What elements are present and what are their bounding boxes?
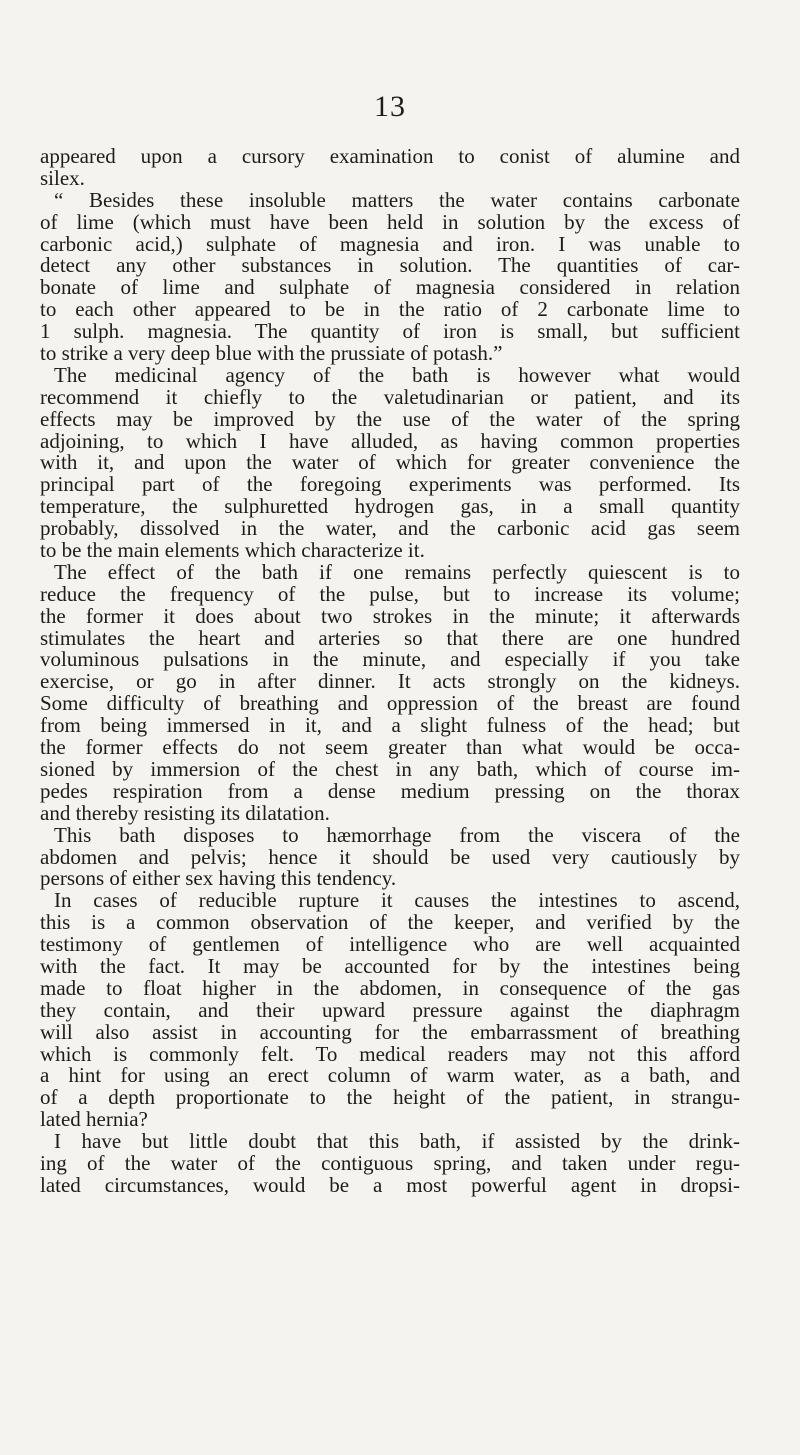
text-line: stimulates the heart and arteries so that there are one hundred — [40, 625, 740, 650]
text-line: to strike a very deep blue with the prussiate of potash.” — [40, 341, 503, 366]
text-line: the former it does about two strokes in the minute; it afterwards — [40, 603, 740, 628]
text-line: I have but little doubt that this bath, if assisted by the drink- — [54, 1129, 740, 1154]
text-line: “ Besides these insoluble matters the water contains carbonate — [54, 187, 740, 212]
text-line: ing of the water of the contiguous spring, and taken under regu- — [40, 1150, 740, 1175]
page-number: 13 — [374, 90, 406, 123]
text-line: effects may be improved by the use of the water of the spring — [40, 406, 740, 431]
text-line: the former effects do not seem greater than what would be occa- — [40, 735, 740, 760]
text-line: This bath disposes to hæmorrhage from the viscera of the — [54, 822, 740, 847]
text-line: will also assist in accounting for the embarrassment of breathing — [40, 1019, 740, 1044]
text-line: from being immersed in it, and a slight fulness of the head; but — [40, 713, 740, 738]
text-line: 1 sulph. magnesia. The quantity of iron is small, but sufficient — [40, 319, 740, 344]
text-line: In cases of reducible rupture it causes the intestines to ascend, — [54, 888, 740, 913]
text-line: and thereby resisting its dilatation. — [40, 800, 330, 825]
text-line: made to float higher in the abdomen, in consequence of the gas — [40, 975, 740, 1000]
text-line: silex. — [40, 165, 85, 190]
text-line: bonate of lime and sulphate of magnesia considered in relation — [40, 275, 740, 300]
text-line: adjoining, to which I have alluded, as having common properties — [40, 428, 740, 453]
text-line: to be the main elements which characterize it. — [40, 538, 425, 563]
text-line: carbonic acid,) sulphate of magnesia and iron. I was unable to — [40, 231, 740, 256]
text-line: exercise, or go in after dinner. It acts strongly on the kidneys. — [40, 669, 740, 694]
body-text — [40, 146, 740, 1197]
text-line: pedes respiration from a dense medium pressing on the thorax — [40, 778, 740, 803]
text-line: reduce the frequency of the pulse, but to increase its volume; — [40, 581, 740, 606]
text-line: recommend it chiefly to the valetudinarian or patient, and its — [40, 384, 740, 409]
text-line: which is commonly felt. To medical readers may not this afford — [40, 1041, 740, 1066]
text-line: detect any other substances in solution. The quantities of car- — [40, 253, 740, 278]
text-line: to each other appeared to be in the ratio of 2 carbonate lime to — [40, 297, 740, 322]
text-line: abdomen and pelvis; hence it should be used very cautiously by — [40, 844, 740, 869]
text-line: of a depth proportionate to the height of the patient, in strangu- — [40, 1085, 740, 1110]
text-line: testimony of gentlemen of intelligence who are well acquainted — [40, 932, 740, 957]
text-line: The effect of the bath if one remains perfectly quiescent is to — [54, 559, 740, 584]
text-line: persons of either sex having this tendency. — [40, 866, 397, 891]
text-line: with the fact. It may be accounted for by the intestines being — [40, 953, 740, 978]
text-line: temperature, the sulphuretted hydrogen gas, in a small quantity — [40, 494, 740, 519]
text-line: they contain, and their upward pressure against the diaphragm — [40, 997, 740, 1022]
text-line: lated circumstances, would be a most powerful agent in dropsi- — [40, 1172, 740, 1197]
text-line: lated hernia? — [40, 1107, 148, 1132]
text-line: of lime (which must have been held in solution by the excess of — [40, 209, 740, 234]
text-line: appeared upon a cursory examination to conist of alumine and — [40, 144, 740, 168]
text-line: voluminous pulsations in the minute, and especially if you take — [40, 647, 740, 672]
text-line: this is a common observation of the keeper, and verified by the — [40, 910, 740, 935]
text-line: Some difficulty of breathing and oppression of the breast are found — [40, 691, 740, 716]
text-line: a hint for using an erect column of warm water, as a bath, and — [40, 1063, 740, 1088]
text-line: probably, dissolved in the water, and the carbonic acid gas seem — [40, 516, 740, 541]
text-line: with it, and upon the water of which for greater convenience the — [40, 450, 740, 475]
text-line: The medicinal agency of the bath is however what would — [54, 362, 740, 387]
text-line: sioned by immersion of the chest in any bath, which of course im- — [40, 756, 740, 781]
text-line: principal part of the foregoing experiments was performed. Its — [40, 472, 740, 497]
